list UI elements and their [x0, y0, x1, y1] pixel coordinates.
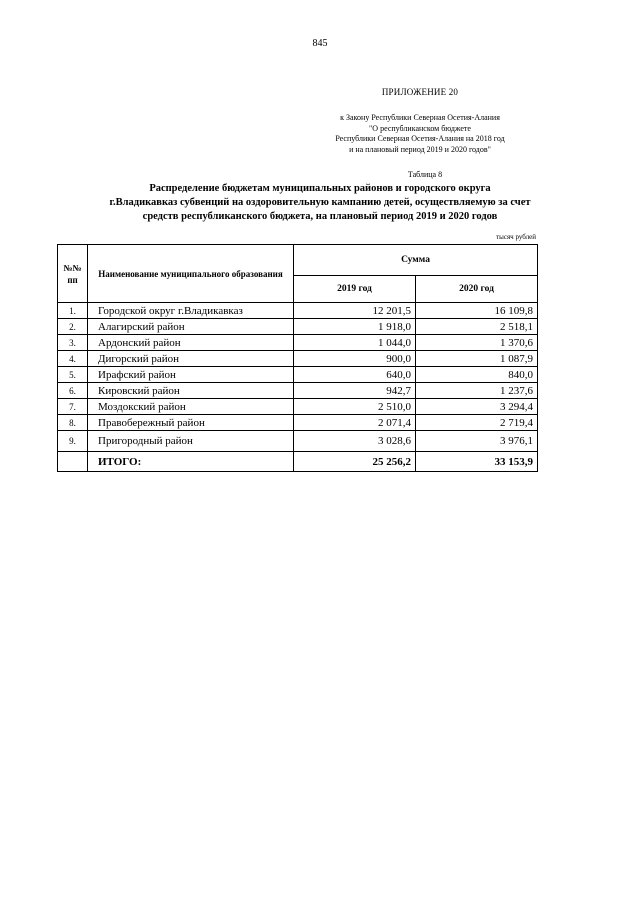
row-name: Городской округ г.Владикавказ: [88, 303, 294, 319]
appendix-ref-line: "О республиканском бюджете: [369, 123, 471, 133]
header-row: [58, 245, 538, 276]
row-name: Правобережный район: [88, 415, 294, 431]
table-row: [58, 319, 538, 335]
row-value-2019: 900,0: [294, 351, 416, 367]
subsidy-table: [57, 244, 538, 472]
column-header-number: №№ пп: [58, 245, 88, 303]
row-value-2020: 1 370,6: [416, 335, 538, 351]
row-value-2020: 1 087,9: [416, 351, 538, 367]
total-number-cell: [58, 452, 88, 472]
row-name: Моздокский район: [88, 399, 294, 415]
appendix-reference: [300, 113, 540, 155]
column-header-2019: 2019 год: [294, 276, 416, 303]
appendix-ref-line: и на плановый период 2019 и 2020 годов": [349, 144, 491, 154]
row-value-2019: 640,0: [294, 367, 416, 383]
row-value-2020: 16 109,8: [416, 303, 538, 319]
row-value-2019: 1 918,0: [294, 319, 416, 335]
row-name: Пригородный район: [88, 431, 294, 452]
page-number: 845: [312, 38, 328, 49]
heading-line: Распределение бюджетам муниципальных районов и городского округа: [149, 183, 491, 194]
column-header-name: Наименование муниципального образования: [88, 245, 294, 303]
row-value-2020: 2 719,4: [416, 415, 538, 431]
row-name: Алагирский район: [88, 319, 294, 335]
table-number: Таблица 8: [407, 170, 443, 179]
table-row: [58, 335, 538, 351]
row-number: 4.: [58, 351, 88, 367]
total-value-2019: 25 256,2: [294, 452, 416, 472]
row-value-2020: 1 237,6: [416, 383, 538, 399]
row-value-2019: 2 510,0: [294, 399, 416, 415]
total-label: ИТОГО:: [88, 452, 294, 472]
row-value-2019: 1 044,0: [294, 335, 416, 351]
document-heading: [75, 182, 565, 224]
row-value-2019: 2 071,4: [294, 415, 416, 431]
row-number: 2.: [58, 319, 88, 335]
units-label: тысяч рублей: [496, 233, 536, 241]
row-number: 8.: [58, 415, 88, 431]
table-row: [58, 383, 538, 399]
table-row: [58, 303, 538, 319]
table-row: [58, 415, 538, 431]
row-number: 6.: [58, 383, 88, 399]
table-row: [58, 367, 538, 383]
row-value-2020: 840,0: [416, 367, 538, 383]
row-number: 9.: [58, 431, 88, 452]
row-value-2020: 2 518,1: [416, 319, 538, 335]
appendix-ref-line: к Закону Республики Северная Осетия-Алания: [340, 113, 500, 122]
table-row: [58, 399, 538, 415]
row-name: Ирафский район: [88, 367, 294, 383]
row-value-2020: 3 294,4: [416, 399, 538, 415]
total-value-2020: 33 153,9: [416, 452, 538, 472]
table-row: [58, 431, 538, 452]
total-row: [58, 452, 538, 472]
row-number: 1.: [58, 303, 88, 319]
row-name: Ардонский район: [88, 335, 294, 351]
column-header-2020: 2020 год: [416, 276, 538, 303]
row-value-2019: 3 028,6: [294, 431, 416, 452]
row-value-2019: 12 201,5: [294, 303, 416, 319]
row-name: Кировский район: [88, 383, 294, 399]
row-value-2020: 3 976,1: [416, 431, 538, 452]
heading-line: г.Владикавказ субвенций на оздоровительную кампанию детей, осуществляемую за счет: [109, 197, 531, 208]
appendix-ref-line: Республики Северная Осетия-Алания на 2018 год: [335, 134, 505, 143]
row-number: 5.: [58, 367, 88, 383]
table-row: [58, 351, 538, 367]
column-header-sum: Сумма: [294, 245, 538, 276]
appendix-title: ПРИЛОЖЕНИЕ 20: [381, 87, 459, 97]
row-number: 3.: [58, 335, 88, 351]
row-value-2019: 942,7: [294, 383, 416, 399]
row-number: 7.: [58, 399, 88, 415]
heading-line: средств республиканского бюджета, на плановый период 2019 и 2020 годов: [142, 211, 498, 222]
row-name: Дигорский район: [88, 351, 294, 367]
